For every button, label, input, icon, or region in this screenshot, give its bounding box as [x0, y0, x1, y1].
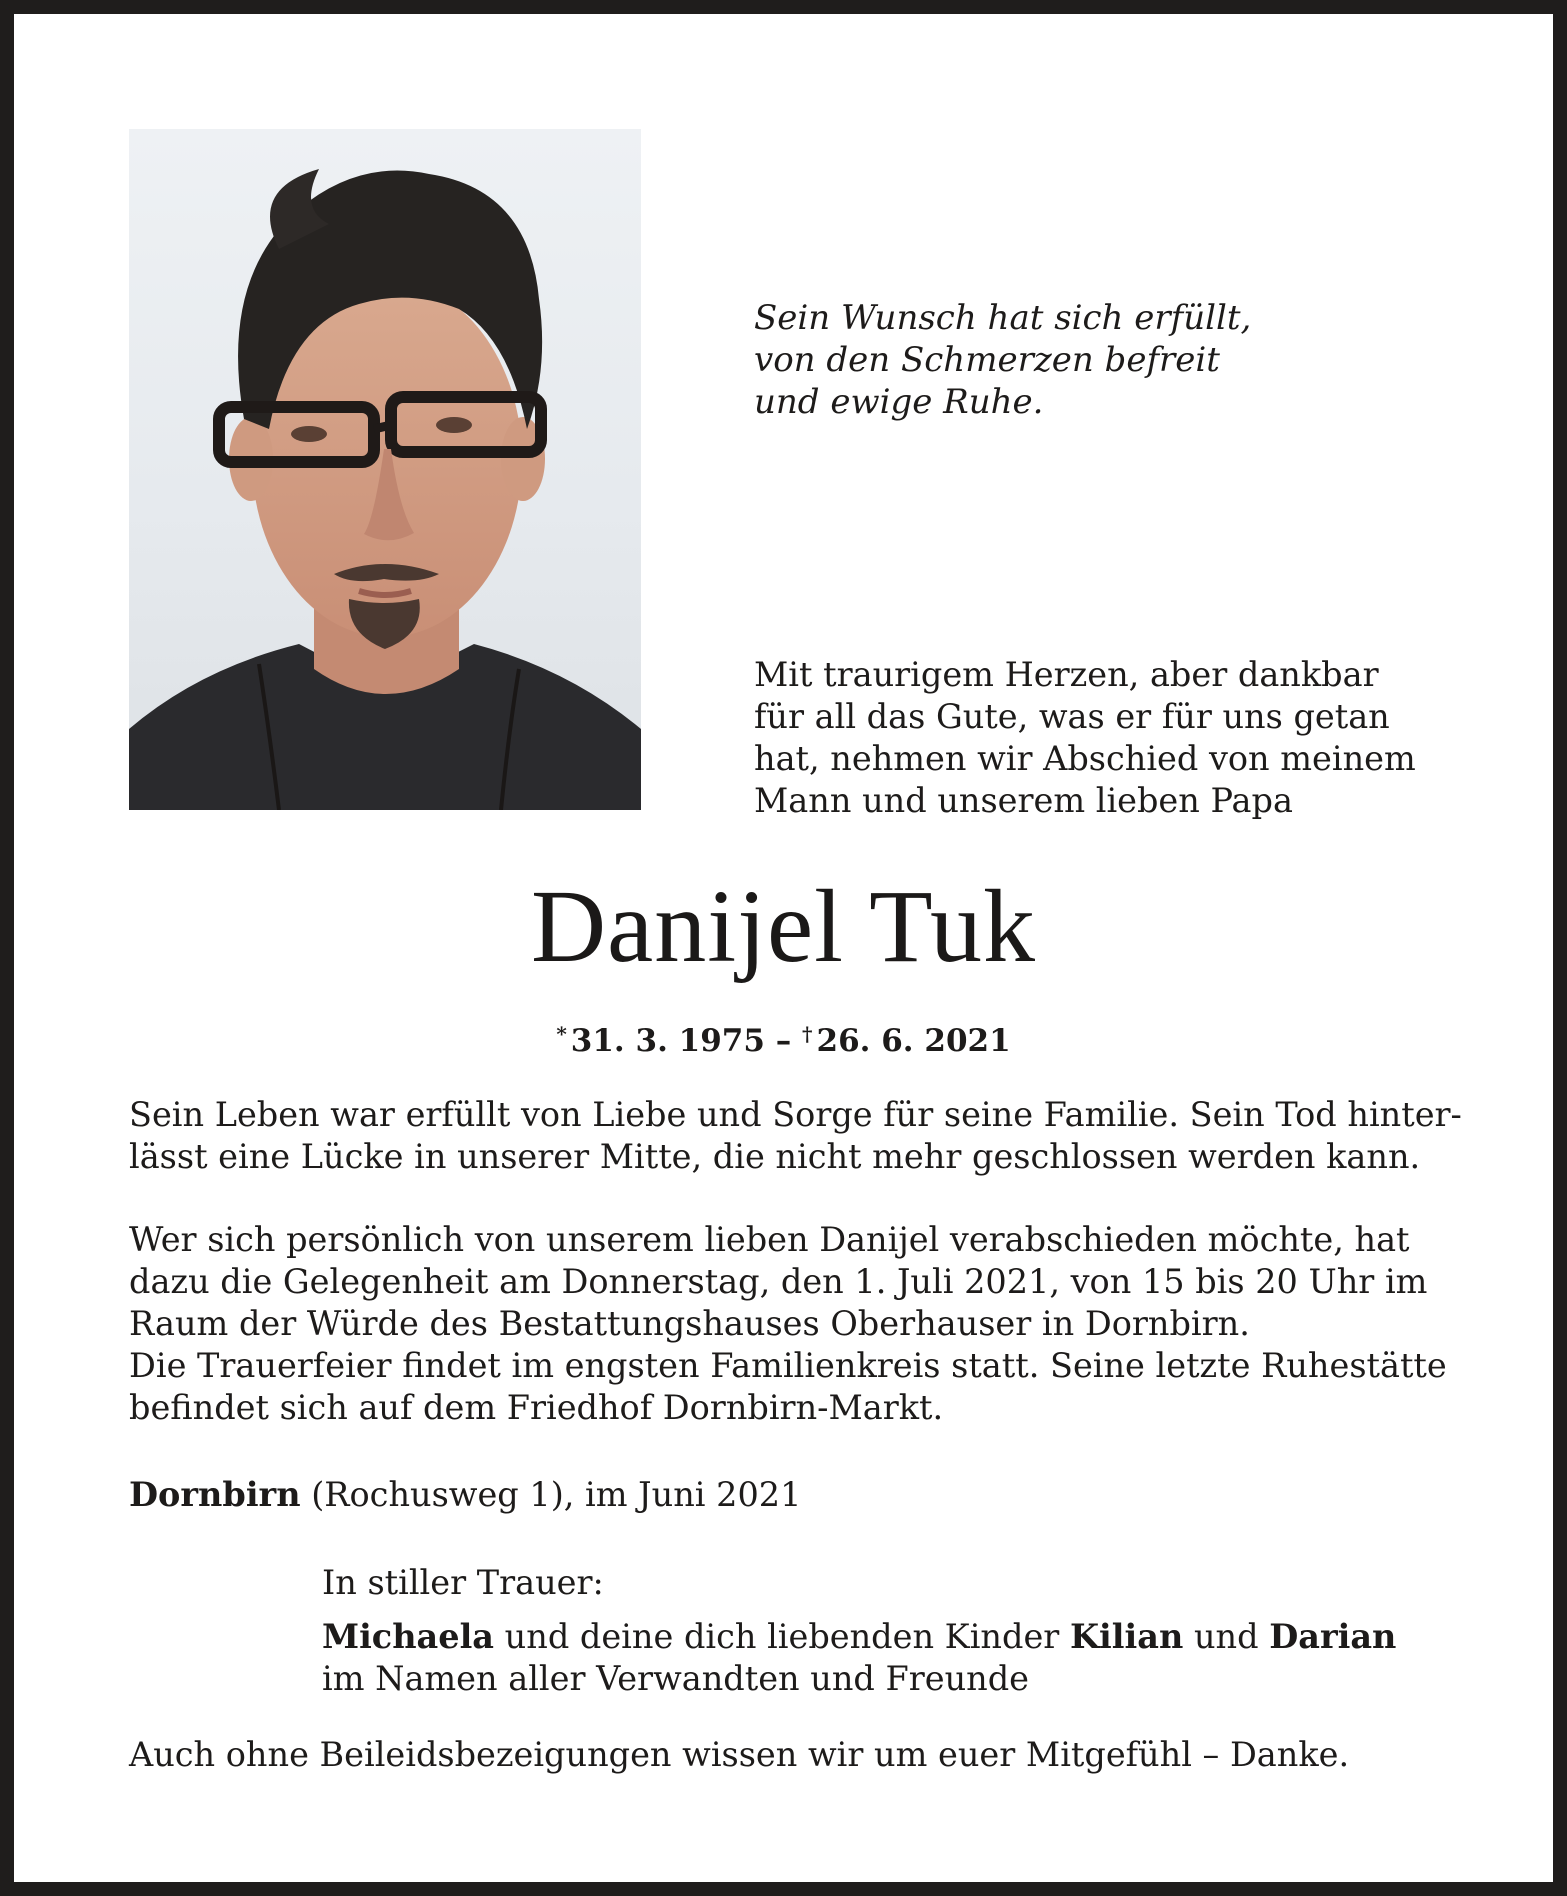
- intro-line: Mit traurigem Herzen, aber dankbar: [754, 655, 1379, 694]
- mourner-text: und deine dich liebenden Kinder: [494, 1617, 1070, 1656]
- death-symbol: †: [802, 1022, 813, 1046]
- birth-symbol: *: [556, 1022, 567, 1046]
- deceased-name: Danijel Tuk: [530, 869, 1037, 984]
- place-date-line: [129, 1474, 1454, 1516]
- intro-line: hat, nehmen wir Abschied von meinem: [754, 739, 1416, 778]
- place-address: (Rochusweg 1), im Juni 2021: [311, 1475, 802, 1514]
- date-separator: –: [775, 1023, 792, 1059]
- mourner-name: Michaela: [322, 1617, 495, 1656]
- spacer: [322, 1604, 1454, 1616]
- closing-line: Auch ohne Beileidsbezeigungen wissen wir um euer Mitgefühl – Danke.: [129, 1735, 1350, 1774]
- intro-line: Mann und unserem lieben Papa: [754, 781, 1293, 820]
- paragraph-farewell: [129, 1219, 1454, 1429]
- portrait-photo: [129, 129, 641, 810]
- motto-line: und ewige Ruhe.: [754, 382, 1044, 422]
- motto-quote: [754, 297, 1251, 423]
- birth-date: 31. 3. 1975: [570, 1023, 765, 1059]
- portrait-illustration: [129, 129, 641, 810]
- mourner-text: und: [1183, 1617, 1270, 1656]
- mourners-relatives: im Namen aller Verwandten und Freunde: [322, 1659, 1030, 1698]
- mourner-name: Darian: [1269, 1617, 1397, 1656]
- mourners-names: [322, 1616, 1454, 1658]
- paragraph-line: befindet sich auf dem Friedhof Dornbirn-Markt.: [129, 1388, 944, 1427]
- paragraph-line: Raum der Würde des Bestattungshauses Oberhauser in Dornbirn.: [129, 1304, 1250, 1343]
- mourner-name: Kilian: [1069, 1617, 1184, 1656]
- intro-line: für all das Gute, was er für uns getan: [754, 697, 1390, 736]
- paragraph-line: dazu die Gelegenheit am Donnerstag, den 1. Juli 2021, von 15 bis 20 Uhr im: [129, 1262, 1428, 1301]
- place-city: Dornbirn: [129, 1475, 301, 1514]
- intro-text: [754, 654, 1454, 822]
- paragraph-line: Die Trauerfeier findet im engsten Familienkreis statt. Seine letzte Ruhestätte: [129, 1346, 1447, 1385]
- paragraph-line: Sein Leben war erfüllt von Liebe und Sorge für seine Familie. Sein Tod hinter-: [129, 1095, 1462, 1134]
- mourners-heading: In stiller Trauer:: [322, 1563, 604, 1602]
- paragraph-line: lässt eine Lücke in unserer Mitte, die nicht mehr geschlossen werden kann.: [129, 1137, 1421, 1176]
- motto-line: von den Schmerzen befreit: [754, 340, 1220, 380]
- mourners-block: [322, 1562, 1454, 1700]
- paragraph-life: [129, 1094, 1462, 1178]
- paragraph-line: Wer sich persönlich von unserem lieben Danijel verabschieden möchte, hat: [129, 1220, 1410, 1259]
- death-date: 26. 6. 2021: [816, 1023, 1011, 1059]
- motto-line: Sein Wunsch hat sich erfüllt,: [754, 298, 1252, 338]
- life-dates: [14, 1014, 1553, 1061]
